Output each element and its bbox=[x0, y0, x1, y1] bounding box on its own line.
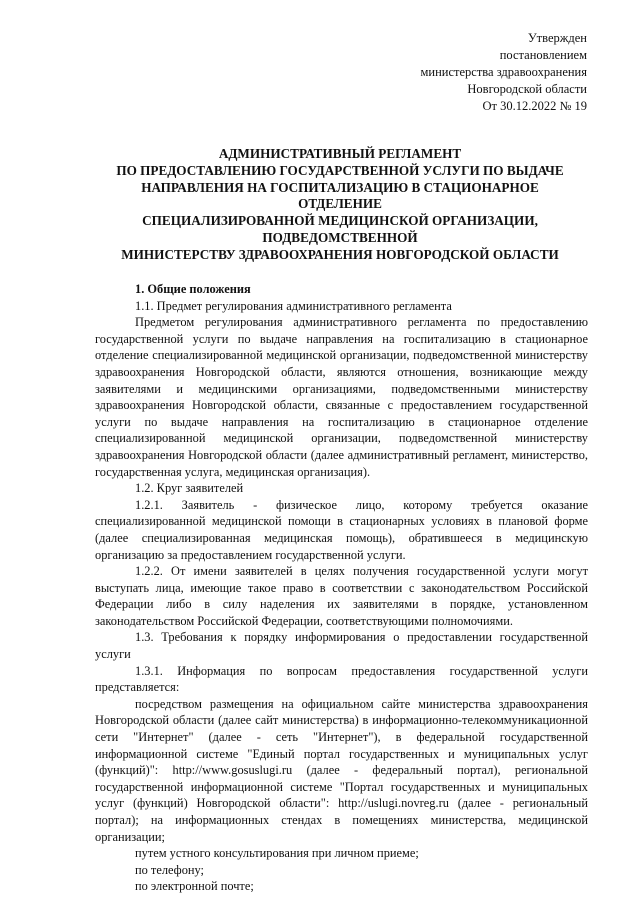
subsection-heading: 1.3. Требования к порядку информирования о предоставлении государственной услуги bbox=[95, 630, 588, 662]
paragraph: 1.3.1. Информация по вопросам предоставления государственной услуги представляется: bbox=[95, 663, 588, 695]
document-body bbox=[95, 281, 588, 895]
approval-line: постановлением bbox=[499, 48, 587, 62]
approval-line: Новгородской области bbox=[467, 82, 587, 96]
list-item: по электронной почте; bbox=[135, 879, 254, 894]
list-item: посредством размещения на официальном сайте министерства здравоохранения Новгородской области (далее сайт министерства) в информационно-телекоммуникационной сети "Интернет" (далее - сеть "Интернет"), в федеральной государственной информационной системе "Единый портал государственных и муниципальных услуг (функций)": http://www.gosuslugi.ru (далее - федеральный портал), региональной государственной информационной системе "Портал государственных и муниципальных услуг (функций) Новгородской области": http://uslugi.novreg.ru (далее - региональный портал); на информационных стендах в помещениях министерства, медицинской организации; bbox=[95, 696, 588, 844]
list-item: по телефону; bbox=[135, 862, 205, 877]
list-item: путем устного консультирования при личном приеме; bbox=[135, 846, 419, 861]
title-line: ОТДЕЛЕНИЕ bbox=[298, 196, 382, 212]
paragraph: Предметом регулирования административного регламента по предоставлению государственной услуги по выдаче направления на госпитализацию в стационарное отделение специализированной медицинской организации, подведомственной министерству здравоохранения Новгородской области, являются отношения, возникающие между заявителями и медицинскими организациями, подведомственными министерству здравоохранения Новгородской области, связанные с предоставлением государственной услуги по выдаче направления на госпитализацию в стационарное отделение специализированной медицинской организации, подведомственной министерству здравоохранения Новгородской области (далее административный регламент, министерство, государственная услуга, медицинская организация). bbox=[95, 315, 588, 479]
title-line: МИНИСТЕРСТВУ ЗДРАВООХРАНЕНИЯ НОВГОРОДСКОЙ ОБЛАСТИ bbox=[121, 246, 559, 262]
title-line: НАПРАВЛЕНИЯ НА ГОСПИТАЛИЗАЦИЮ В СТАЦИОНАРНОЕ bbox=[141, 179, 539, 195]
approval-line: Утвержден bbox=[527, 31, 587, 45]
section-heading: 1. Общие положения bbox=[135, 282, 251, 296]
subsection-heading: 1.2. Круг заявителей bbox=[135, 481, 244, 496]
document-title bbox=[90, 146, 590, 264]
approval-date: От 30.12.2022 № 19 bbox=[482, 99, 587, 113]
title-line: СПЕЦИАЛИЗИРОВАННОЙ МЕДИЦИНСКОЙ ОРГАНИЗАЦИИ, bbox=[142, 213, 538, 229]
paragraph: 1.2.2. От имени заявителей в целях получения государственной услуги могут выступать лица, имеющие такое право в соответствии с законодательством Российской Федерации либо в силу наделения их заявителями в порядке, установленном законодательством Российской Федерации, соответствующими полномочиями. bbox=[95, 564, 588, 628]
approval-stamp bbox=[421, 30, 588, 115]
paragraph: 1.2.1. Заявитель - физическое лицо, которому требуется оказание специализированной медицинской помощи в стационарных условиях в плановой форме (далее специализированная медицинская помощь), обратившееся в медицинскую организацию за предоставлением государственной услуги. bbox=[95, 497, 588, 562]
approval-line: министерства здравоохранения bbox=[420, 65, 587, 79]
title-line: ПОДВЕДОМСТВЕННОЙ bbox=[262, 229, 418, 245]
title-line: ПО ПРЕДОСТАВЛЕНИЮ ГОСУДАРСТВЕННОЙ УСЛУГИ ПО ВЫДАЧЕ bbox=[116, 162, 564, 178]
subsection-heading: 1.1. Предмет регулирования административного регламента bbox=[135, 298, 452, 313]
title-line: АДМИНИСТРАТИВНЫЙ РЕГЛАМЕНТ bbox=[218, 146, 462, 161]
